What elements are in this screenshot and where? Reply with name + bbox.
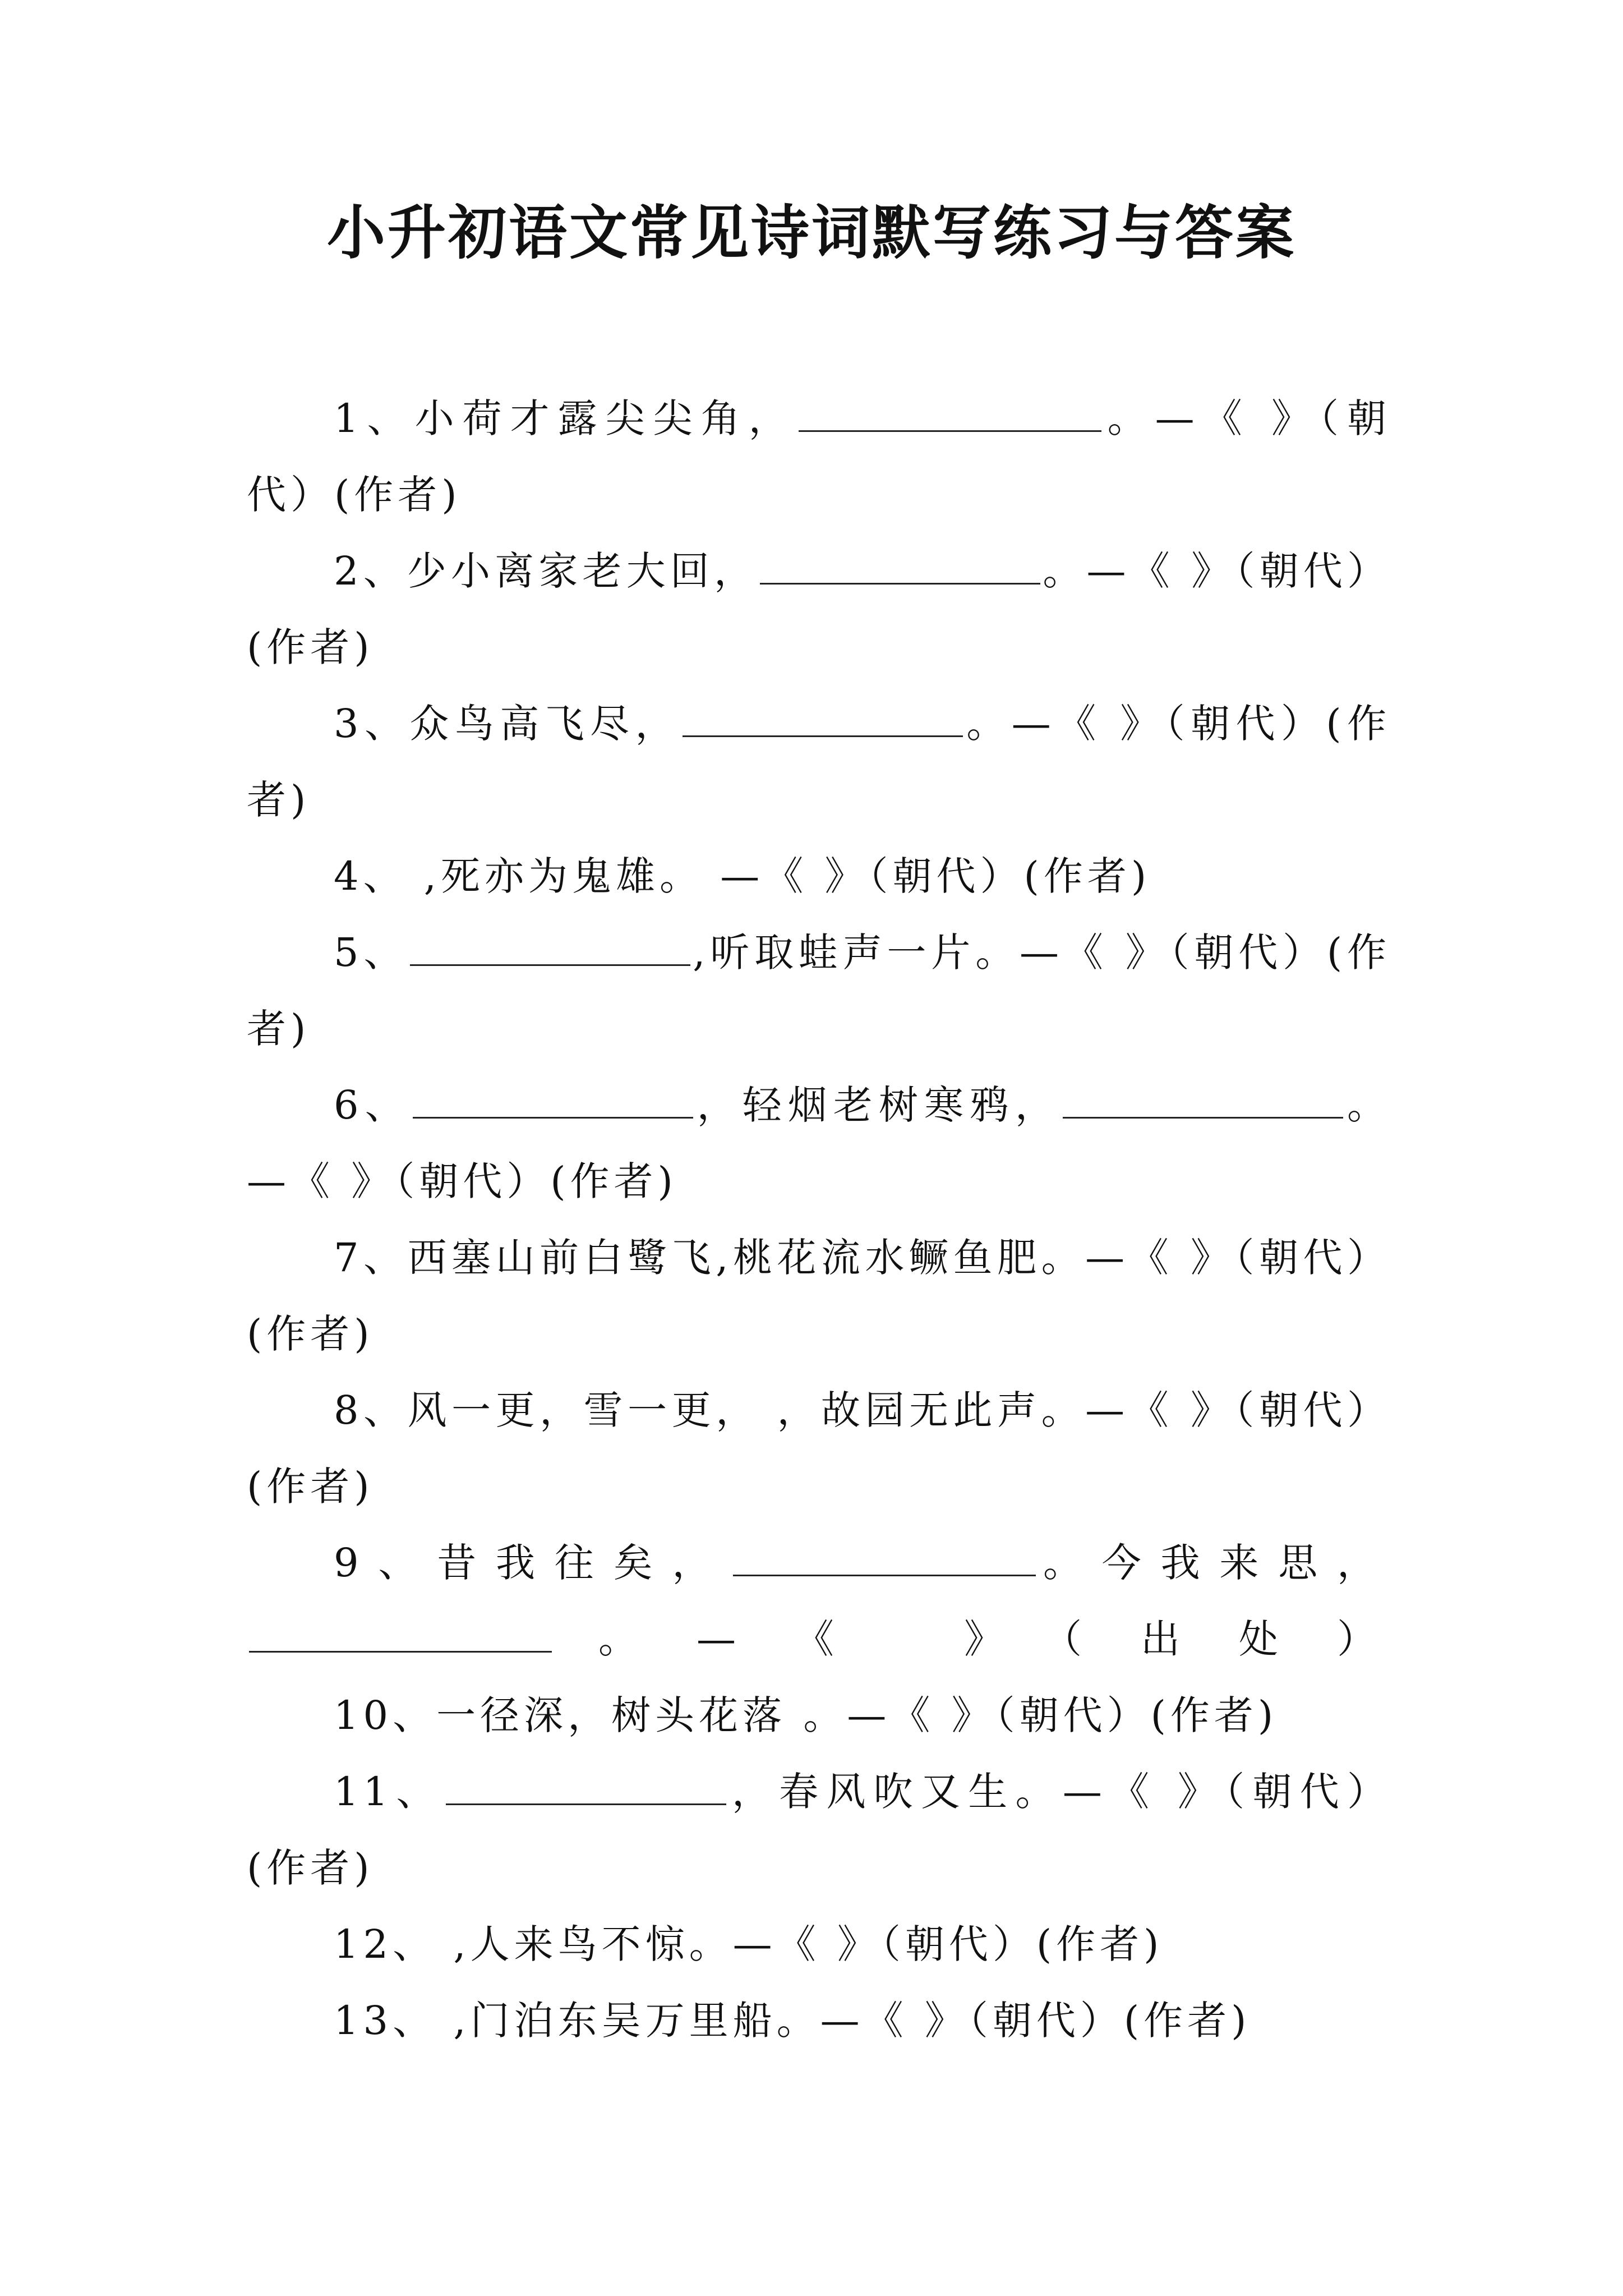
question-list [247,380,1391,2059]
answer-blank[interactable] [799,391,1101,432]
question-item [247,1372,1391,1525]
question-text: 。今我来思， [1038,1540,1391,1586]
question-number: 12、 [334,1921,437,1967]
question-item [247,1525,1391,1677]
question-text: 一径深，树头花落 。—《 》（朝代）(作者) [436,1692,1278,1738]
question-item [247,1754,1391,1906]
question-text: ,人来鸟不惊。—《 》（朝代）(作者) [436,1921,1164,1967]
question-text: ,门泊东吴万里船。—《 》（朝代）(作者) [436,1998,1251,2044]
question-item [247,838,1391,914]
question-text: 。—《 》（朝代）(作者) [247,701,1391,823]
question-number: 2、 [334,548,407,594]
question-text: 风一更，雪一更， ，故园无此声。—《 》（朝代）(作者) [247,1387,1391,1510]
question-number: 1、 [334,395,415,441]
question-number: 7、 [334,1235,408,1281]
question-text: 。—《 》（朝代）(作者) [247,548,1391,670]
question-text: 。—《 》（朝代）(作者) [247,1082,1391,1204]
answer-blank[interactable] [410,925,690,966]
question-item [247,685,1391,838]
answer-blank[interactable] [683,696,963,737]
answer-blank[interactable] [446,1764,726,1805]
question-item [247,380,1391,533]
question-number: 6、 [334,1082,411,1128]
question-item [247,1982,1391,2059]
question-text: ,死亦为鬼雄。 —《 》（朝代）(作者) [407,853,1151,899]
answer-blank[interactable] [1063,1078,1343,1119]
question-text: 小荷才露尖尖角， [414,395,796,441]
question-number: 5、 [334,930,408,976]
question-number: 11、 [334,1769,444,1815]
question-item [247,1220,1391,1372]
question-text: 昔我往矣， [437,1540,731,1586]
question-text: ，春风吹又生。—《 》（朝代）(作者) [247,1769,1391,1891]
question-number: 4、 [334,853,407,899]
answer-blank[interactable] [413,1078,693,1119]
question-item [247,1067,1391,1220]
question-text: ,听取蛙声一片。—《 》（朝代）(作者) [247,930,1391,1052]
question-number: 13、 [334,1998,437,2044]
question-number: 8、 [334,1387,408,1433]
question-number: 9、 [334,1540,437,1586]
page-title: 小升初语文常见诗词默写练习与答案 [326,198,1296,267]
answer-blank[interactable] [733,1535,1036,1576]
answer-blank[interactable] [760,544,1040,585]
question-item [247,914,1391,1067]
question-number: 3、 [334,701,410,747]
question-text: 。—《 》（出处） [554,1616,1391,1662]
answer-blank[interactable] [249,1612,552,1653]
question-text: 。—《 》（朝代）(作者) [247,395,1391,518]
question-text: ，轻烟老树寒鸦， [695,1082,1061,1128]
question-item [247,533,1391,685]
question-number: 10、 [334,1692,437,1738]
question-item [247,1677,1391,1754]
question-text: 众鸟高飞尽， [409,701,680,747]
question-text: 西塞山前白鹭飞,桃花流水鳜鱼肥。—《 》（朝代）(作者) [247,1235,1391,1357]
question-text: 少小离家老大回， [407,548,758,594]
question-item [247,1906,1391,1982]
